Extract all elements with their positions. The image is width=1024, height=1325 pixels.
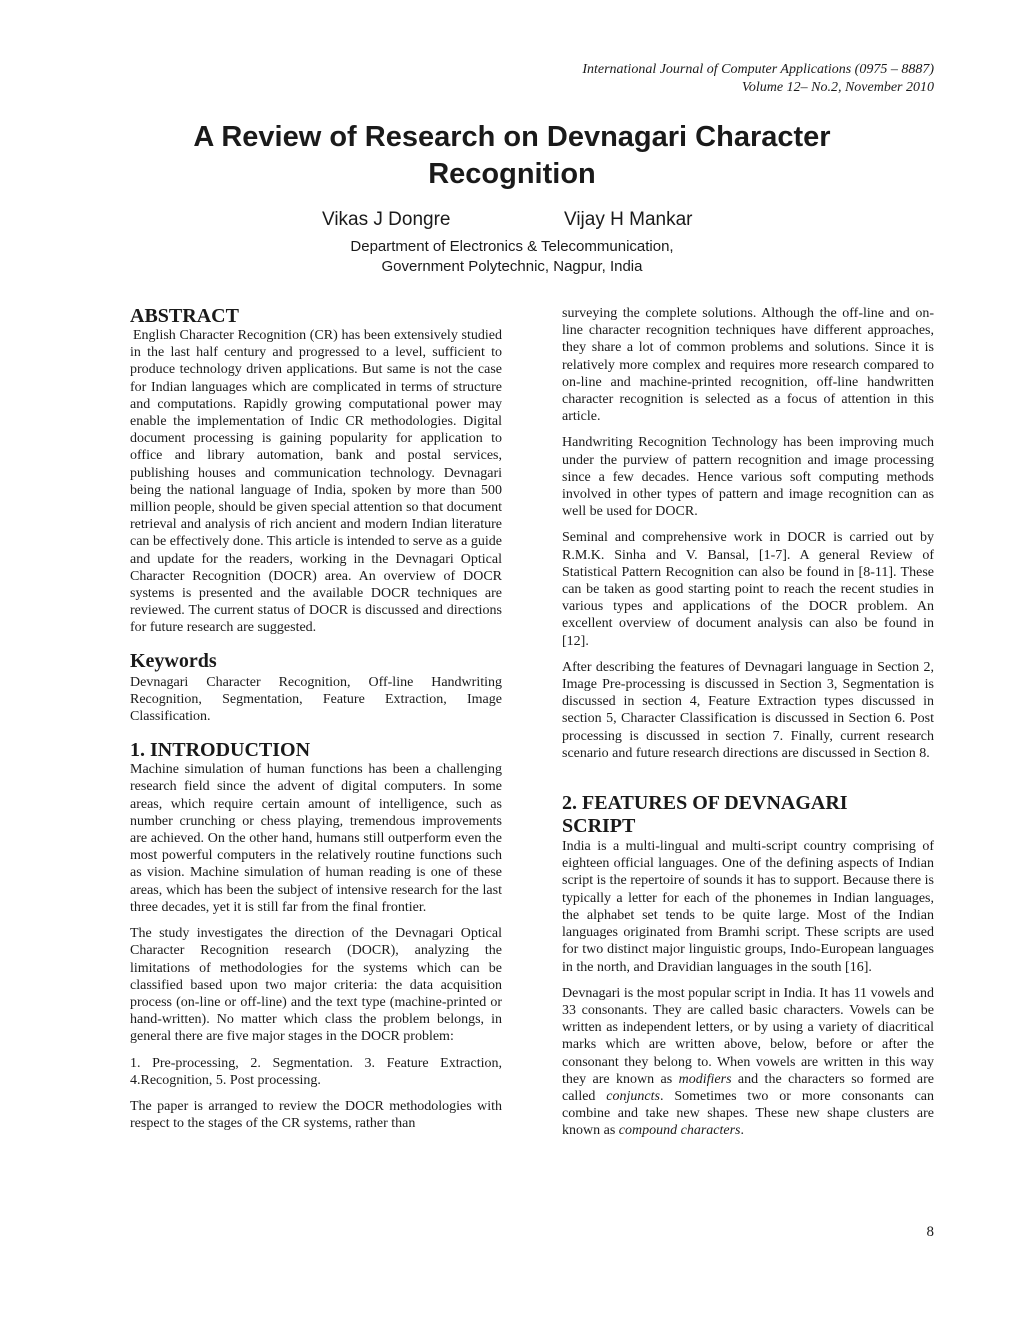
paper-title-line-2: Recognition — [428, 158, 596, 190]
keywords-text: Devnagari Character Recognition, Off-line Handwriting Recognition, Segmentation, Feature Extraction, Image Classification. — [130, 674, 502, 725]
affiliation — [0, 237, 1024, 277]
page-number: 8 — [926, 1224, 934, 1240]
keywords-heading: Keywords — [130, 649, 217, 672]
author-1: Vikas J Dongre — [322, 209, 451, 230]
introduction-paragraph-7: Seminal and comprehensive work in DOCR is carried out by R.M.K. Sinha and V. Bansal, [1-7]. A general Review of Statistical Pattern Recognition can also be found in [8-11]. These can be taken as good starting point to reach the recent studies in various types and applications of the DOCR problem. An excellent overview of document analysis can also be found in [12]. — [562, 530, 934, 649]
introduction-paragraph-4: The paper is arranged to review the DOCR methodologies with respect to the stages of the CR systems, rather than — [130, 1098, 502, 1132]
abstract-heading: ABSTRACT — [130, 305, 239, 327]
paper-title — [0, 119, 1024, 193]
abstract-text: English Character Recognition (CR) has been extensively studied in the last half century and progressed to a level, sufficient to produce technology driven applications. But same is not the case for Indian languages which are complicated in terms of structure and computations. Rapidly growing computational power may enable the implementation of Indic CR methodologies. Digital document processing is gaining popularity for application to office and library automation, bank and postal services, publishing houses and communication technology. Devnagari being the national language of India, spoken by more than 500 million people, should be given special attention so that document retrieval and analysis of rich ancient and modern Indian literature can be effectively done. This article is intended to serve as a guide and update for the readers, working in the Devnagari Optical Character Recognition (DOCR) area. An overview of DOCR systems is presented and the available DOCR techniques are reviewed. The current status of DOCR is discussed and directions for future research are suggested. — [130, 328, 502, 636]
features-paragraph-2-part-c: . Sometimes two or more consonants can combine and take new shapes. These new shape clusters are known as — [562, 1088, 934, 1139]
introduction-paragraph-8: After describing the features of Devnagari language in Section 2, Image Pre-processing is discussed in Section 3, Segmentation is discussed in section 4, Feature Extraction types discussed in section 5, Character Classification is discussed in Section 6. Post processing is discussed in section 7. Finally, current research scenario and future research directions are discussed in Section 8. — [562, 659, 934, 761]
term-conjuncts: conjuncts — [606, 1088, 660, 1104]
features-paragraph-2-part-a: Devnagari is the most popular script in India. It has 11 vowels and 33 consonants. They are called basic characters. Vowels can be written as independent letters, or by using a variety of diacritical marks which are written above, below, before or after the consonant they belong to. When vowels are written in this way they are known as — [562, 985, 934, 1087]
journal-header — [582, 61, 934, 97]
paper-title-line-1: A Review of Research on Devnagari Character — [193, 121, 831, 153]
introduction-paragraph-1: Machine simulation of human functions has been a challenging research field since the advent of digital computers. In some areas, which require certain amount of intelligence, such as number crunching or chess playing, tremendous improvements are achieved. On the other hand, humans still outperform even the most powerful computers in the relatively routine functions such as vision. Machine simulation of human reading is one of these areas, which has been the subject of intensive research for the last three decades, yet it is still far from the final frontier. — [130, 762, 502, 915]
introduction-paragraph-5: surveying the complete solutions. Although the off-line and on-line character recognition techniques have different approaches, they share a lot of common problems and solutions. Since it is relatively more complex and requires more research compared to on-line and machine-printed recognition, off-line handwritten character recognition is selected as a focus of attention in this article. — [562, 306, 934, 425]
introduction-paragraph-2: The study investigates the direction of the Devnagari Optical Character Recognition research (DOCR), analyzing the limitations of methodologies for the systems which can be classified based upon two major criteria: the data acquisition process (on-line or off-line) and the text type (machine-printed or hand-written). No matter which class the problem belongs, in general there are five major stages in the DOCR problem: — [130, 926, 502, 1045]
features-paragraph-2 — [562, 985, 934, 1140]
journal-volume: Volume 12– No.2, November 2010 — [741, 80, 934, 95]
term-compound-characters: compound characters — [618, 1123, 741, 1139]
features-paragraph-2-part-b: and the characters so formed are called — [562, 1071, 935, 1104]
affiliation-line-1: Department of Electronics & Telecommunication, — [350, 238, 674, 255]
introduction-paragraph-3: 1. Pre-processing, 2. Segmentation. 3. Feature Extraction, 4.Recognition, 5. Post processing. — [130, 1055, 502, 1088]
features-paragraph-2-part-d: . — [740, 1123, 744, 1139]
introduction-paragraph-6: Handwriting Recognition Technology has been improving much under the purview of pattern recognition and image processing since a few decades. Hence various soft computing methods involved in other types of pattern and image recognition can as well be used for DOCR. — [562, 435, 934, 520]
features-heading: 2. FEATURES OF DEVNAGARI SCRIPT — [562, 792, 848, 838]
right-column — [562, 305, 934, 1149]
journal-name: International Journal of Computer Applications (0975 – 8887) — [582, 62, 934, 77]
introduction-heading: 1. INTRODUCTION — [130, 739, 311, 762]
left-column — [130, 305, 502, 1141]
term-modifiers: modifiers — [678, 1071, 732, 1087]
author-2: Vijay H Mankar — [564, 209, 693, 230]
features-paragraph-1: India is a multi-lingual and multi-script country comprising of eighteen official languages. One of the defining aspects of Indian script is the repertoire of sounds it has to support. Because there is typically a letter for each of the phonemes in Indian languages, the alphabet set tends to be quite large. Most of the Indian languages originated from Bramhi script. These scripts are used for two distinct major linguistic groups, Indo-European languages in the north, and Dravidian languages in the south [16]. — [562, 839, 934, 975]
affiliation-line-2: Government Polytechnic, Nagpur, India — [381, 258, 643, 275]
